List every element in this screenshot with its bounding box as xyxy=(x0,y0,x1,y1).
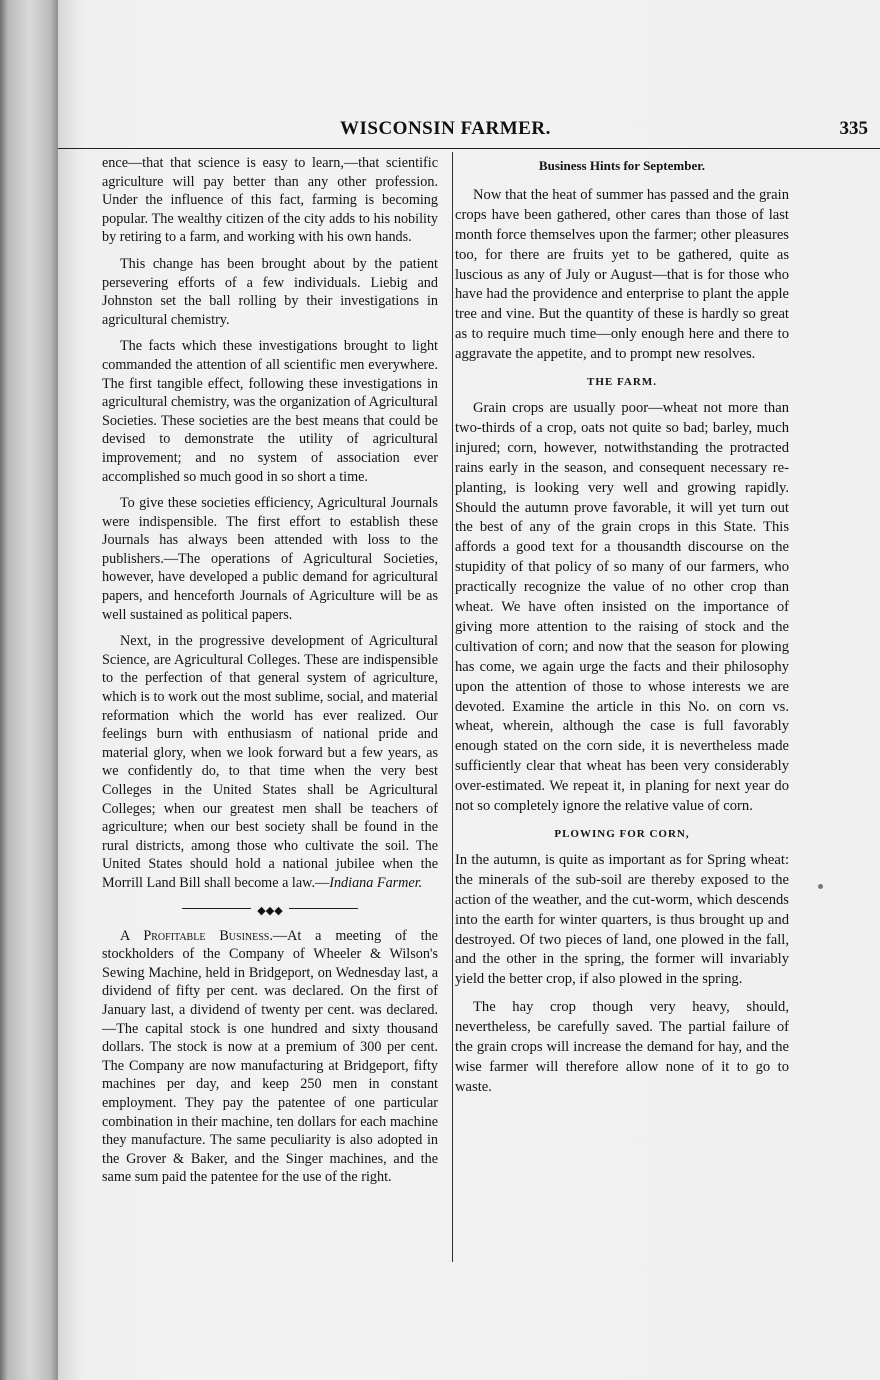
left-column xyxy=(102,154,438,1195)
paragraph xyxy=(102,632,438,892)
section-ornament xyxy=(102,901,438,915)
paragraph: The facts which these investigations brought to light commanded the attention of all scientific men everywhere. The first tangible effect, following these investigations in agricultural chemistry, was the organization of Agricultural Societies. These societies are the best means that could be devised to demonstrate the utility of agricultural improvement; and no system of association ever accomplished so much good in so short a time. xyxy=(102,338,438,485)
paragraph: The hay crop though very heavy, should, nevertheless, be carefully saved. The partial failure of the grain crops will increase the demand for hay, and the wise farmer will therefore allow none of it to go to waste. xyxy=(455,999,789,1095)
adjacent-page-edge xyxy=(0,0,58,1380)
column-divider xyxy=(452,152,453,1262)
page-number: 335 xyxy=(839,118,868,139)
paragraph: In the autumn, is quite as important as for Spring wheat: the minerals of the sub-soil are thereby exposed to the action of the weather, and the cut-worm, which descends into the earth for winter quarters, is thus brought up and destroyed. Of two pieces of land, one plowed in the fall, and the other in the spring, the former will invariably yield the better crop, if also plowed in the spring. xyxy=(455,851,789,988)
section-subheading: PLOWING FOR CORN, xyxy=(554,828,690,840)
paragraph: Grain crops are usually poor—wheat not more than two-thirds of a crop, oats not quite so bad; barley, much injured; corn, however, notwithstanding the protracted rains early in the season, and consequent necessary re-planting, is looking very well and growing rapidly. Should the autumn prove favorable, it will yet turn out the best of any of the grain crops in this State. This affords a good text for a thousandth discourse on the stupidity of that policy of so many of our farmers, who practically recognize the value of no other crop than wheat. We have often insisted on the importance of giving more attention to the raising of stock and the cultivation of corn; and now that the season for plowing has come, we again urge the facts and their philosophy upon the attention of those to whose interests we are devoted. Examine the article in this No. on corn vs. wheat, wherein, although the case is full favorably enough stated on the corn side, it is nevertheless made sufficiently clear that wheat has been very considerably over-estimated. We repeat it, in planing for next year do not so completely ignore the relative value of corn. xyxy=(455,399,789,815)
book-page xyxy=(58,0,880,1380)
page-header xyxy=(58,118,880,149)
paragraph: Now that the heat of summer has passed and the grain crops have been gathered, other cares than those of last month force themselves upon the farmer; other pleasures too, for there are fruits yet to be gathered, quite as luscious as any of July or August—that is for those who have had the providence and enterprise to plant the apple tree and vine. But the quantity of these is hardly so great as to require much time—only enough here and there to aggravate the appetite, and to prompt new resolves. xyxy=(455,186,789,363)
paragraph xyxy=(102,927,438,1187)
section-subheading: THE FARM. xyxy=(587,376,657,389)
running-title: WISCONSIN FARMER. xyxy=(340,118,551,139)
paragraph-text: —At a meeting of the stockholders of the Company of Wheeler & Wilson's Sewing Machine, held in Bridgeport, on Wednesday last, a dividend of fifty per cent. was declared. On the first of January last, a dividend of twenty per cent. was declared.—The capital stock is one hundred and sixty thousand dollars. The stock is now at a premium of 300 per cent. The Company are now manufacturing at Bridgeport, fifty machines per day, and keep 250 men in constant employment. They pay the patentee of one particular combination in their machine, ten dollars for each machine they manufacture. The same peculiarity is also adopted in the Grover & Baker, and the Singer machines, and the same sum paid the patentee for the use of the right. xyxy=(102,927,438,1186)
article-heading: Business Hints for September. xyxy=(538,158,706,173)
paper-speck xyxy=(818,884,823,889)
right-column xyxy=(455,154,789,1106)
paragraph-text: Next, in the progressive development of Agricultural Science, are Agricultural Colleges. These are indispensible to the perfection of that general system of agriculture, which is to work out the most sublime, social, and material reformation which the world has ever realized. Our feelings burn with enthusiasm of national pride and material glory, when we look forward but a few years, as we confidently do, to that time when the very best Colleges in the United States shall be Agricultural Colleges; when our greatest men shall be teachers of agriculture; when our best society shall be found in the rural districts, among those who cultivate the soil. The United States should hold a national jubilee when the Morrill Land Bill shall become a law.— xyxy=(102,633,438,891)
paragraph: To give these societies efficiency, Agricultural Journals were indispensible. The first effort to establish these Journals has always been attended with loss to the publishers.—The operations of Agricultural Societies, however, have developed a public demand for agricultural papers, and henceforth Journals of Agriculture will be as well sustained as political papers. xyxy=(102,495,438,623)
paragraph: This change has been brought about by the patient persevering efforts of a few individuals. Liebig and Johnston set the ball rolling by their investigations in agricultural chemistry. xyxy=(102,255,438,328)
source-citation: Indiana Farmer. xyxy=(329,874,423,891)
article-lead: A Profitable Business. xyxy=(120,927,273,944)
paragraph: ence—that that science is easy to learn,—that scientific agriculture will pay better than any other profession. Under the influence of this fact, farming is becoming popular. The wealthy citizen of the city adds to his nobility by retiring to a farm, and working with his own hands. xyxy=(102,155,438,246)
ornament-glyph: ◆◆◆ xyxy=(251,905,288,917)
